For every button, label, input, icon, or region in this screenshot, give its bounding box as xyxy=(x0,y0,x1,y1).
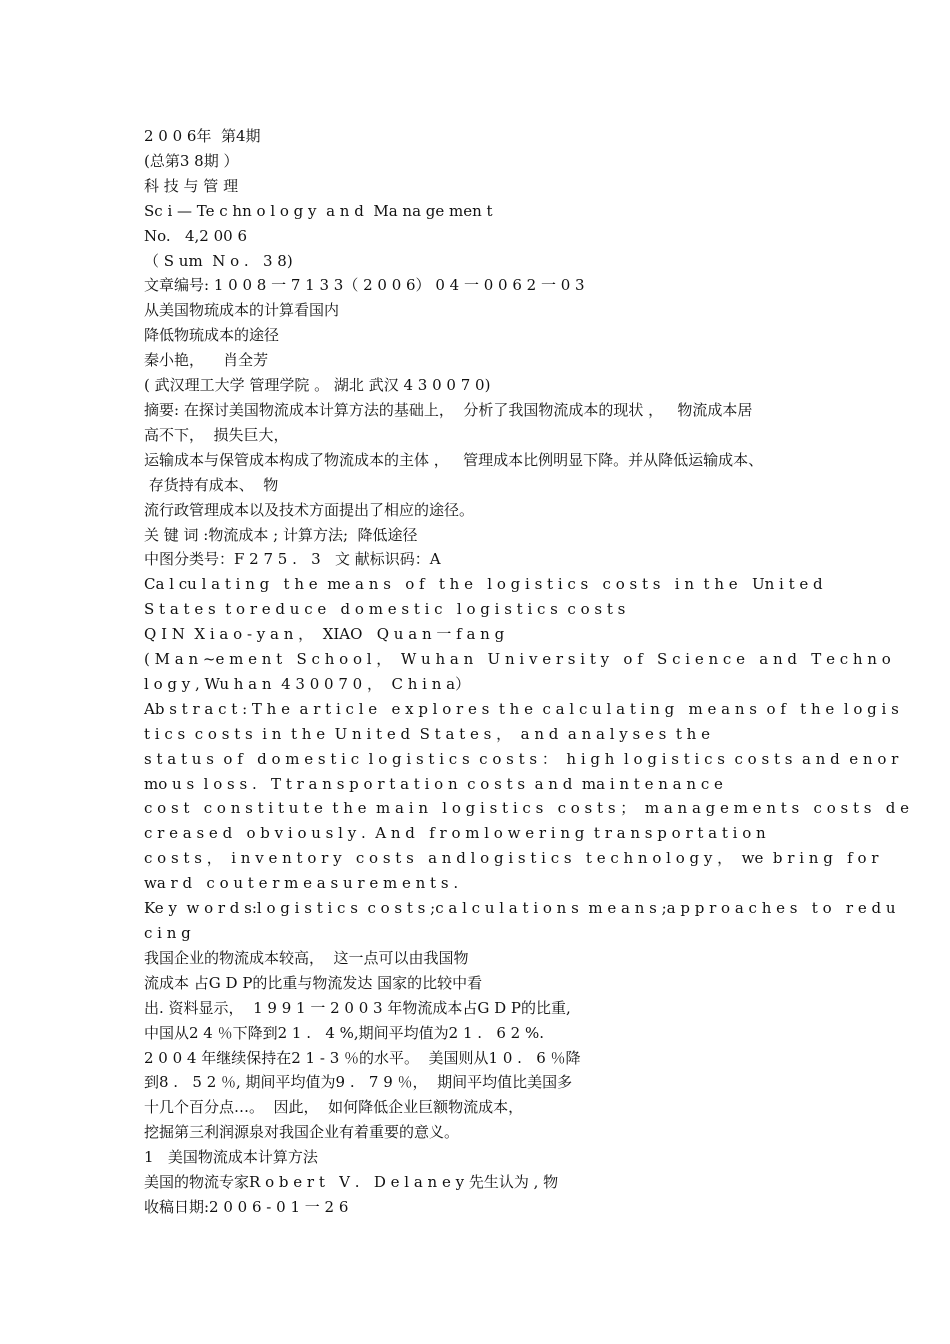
total-issue-cn: (总第3 8期 ） xyxy=(144,151,239,170)
body-text-line: 中国从2 4 ％下降到2 1 . 4 %,期间平均值为2 1 . 6 2 %. xyxy=(144,1023,544,1042)
received-date: 收稿日期:2 0 0 6 - 0 1 一 2 6 xyxy=(144,1197,349,1216)
abstract-en-line: wa r d c o u t e r m e a s u r e m e n t s . xyxy=(144,874,459,893)
abstract-en-line: t i c s c o s t s i n t h e U n i t e d S t a t e s ， a n d a n a l y s e s t h e xyxy=(144,724,710,743)
abstract-en-line: c o s t c o n s t i t u t e t h e m a i n l o g i s t i c s c o s t s ； m a n a g e m e n t s c o s t s d e xyxy=(144,799,910,818)
classification-code: 中图分类号：F 2 7 5 . 3 文 献标识码：A xyxy=(144,550,441,569)
section-text: 美国的物流专家R o b e r t V . D e l a n e y 先生认为 , 物 xyxy=(144,1173,559,1192)
issue-cn: 2 0 0 6年 第4期 xyxy=(144,127,261,145)
article-number: 文章编号: 1 0 0 8 一 7 1 3 3（ 2 0 0 6） 0 4 一 0 0 6 2 一 0 3 xyxy=(144,276,585,295)
keywords-en-line: c i n g xyxy=(144,924,191,942)
abstract-cn-line: 运输成本与保管成本构成了物流成本的主体 ， 管理成本比例明显下降。并从降低运输成本、 xyxy=(144,450,764,469)
title-cn-line-1: 从美国物琉成本的计算看国内 xyxy=(144,301,340,320)
issue-en: No. 4,2 00 6 xyxy=(144,226,247,245)
abstract-en-line: mo u s l o s s . T t r a n s p o r t a t i o n c o s t s a n d ma i n t e n a n c e xyxy=(144,774,723,793)
body-text-line: 我国企业的物流成本较高， 这一点可以由我国物 xyxy=(144,948,469,967)
authors-en: Q I N X i a o - y a n ， XIAO Q u a n 一 f a n g xyxy=(144,625,505,644)
abstract-cn-line: 摘要: 在探讨美国物流成本计算方法的基础上， 分析了我国物流成本的现状 ， 物流成本居 xyxy=(144,400,753,419)
abstract-cn-line: 高不下， 损失巨大， xyxy=(144,425,289,444)
affiliation-en-line: l o g y , Wu h a n 4 3 0 0 7 0 ， C h i n a） xyxy=(144,674,471,693)
total-issue-en: （ S um N o . 3 8) xyxy=(144,251,293,270)
title-en-line: S t a t e s t o r e d u c e d o m e s t i c l o g i s t i c s c o s t s xyxy=(144,600,626,619)
title-cn-line-2: 降低物琉成本的途径 xyxy=(144,326,280,345)
abstract-cn-line: 流行政管理成本以及技术方面提出了相应的途径。 xyxy=(144,500,475,519)
body-text-line: 流成本 占G D P的比重与物流发达 国家的比较中看 xyxy=(144,973,483,992)
body-text-line: 出. 资料显示， 1 9 9 1 一 2 0 0 3 年物流成本占G D P的比重, xyxy=(144,998,571,1017)
keywords-en-line: Ke y w o r d s:l o g i s t i c s c o s t s ;c a l c u l a t i o n s m e a n s ;a p p r o a c h e s t o r e d u xyxy=(144,899,896,918)
abstract-en-line: c r e a s e d o b v i o u s l y . A n d f r o m l o w e r i n g t r a n s p o r t a t i o n xyxy=(144,824,766,843)
body-text-line: 2 0 0 4 年继续保持在2 1 - 3 ％的水平。 美国则从1 0 . 6 ％降 xyxy=(144,1048,581,1067)
body-text-line: 挖掘第三利润源泉对我国企业有着重要的意义。 xyxy=(144,1123,460,1142)
abstract-en-line: s t a t u s o f d o m e s t i c l o g i s t i c s c o s t s ： h i g h l o g i s t i c s c o s t s a n d e n o r xyxy=(144,749,899,768)
document-page xyxy=(144,124,910,1220)
authors-cn: 秦小艳， 肖全芳 xyxy=(144,351,269,370)
body-text-line: 十几个百分点…。 因此， 如何降低企业巨额物流成本， xyxy=(144,1098,524,1117)
section-heading: 1 美国物流成本计算方法 xyxy=(144,1148,318,1167)
journal-name-en: Sc i — Te c hn o l o g y a n d Ma na ge men t xyxy=(144,201,493,220)
journal-name-cn: 科 技 与 管 理 xyxy=(144,176,239,195)
affiliation-en-line: ( M a n ~e m e n t S c h o o l ， W u h a n U n i v e r s i t y o f S c i e n c e a n d T e c h n o xyxy=(144,650,891,669)
abstract-en-line: Ab s t r a c t : T h e a r t i c l e e x p l o r e s t h e c a l c u l a t i n g m e a n s o f t h e l o g i s xyxy=(144,699,899,718)
affiliation-cn: ( 武汉理工大学 管理学院 。 湖北 武汉 4 3 0 0 7 0) xyxy=(144,376,491,395)
title-en-line: Ca l cu l a t i n g t h e me a n s o f t h e l o g i s t i c s c o s t s i n t h e Un i t e d xyxy=(144,575,823,594)
abstract-cn-line: 存货持有成本、 物 xyxy=(144,475,279,494)
keywords-cn: 关 键 词 :物流成本 ; 计算方法; 降低途径 xyxy=(144,525,418,544)
abstract-en-line: c o s t s ， i n v e n t o r y c o s t s a n d l o g i s t i c s t e c h n o l o g y ， we b r i n g f o r xyxy=(144,849,879,868)
body-text-line: 到8 . 5 2 ％, 期间平均值为9 . 7 9 ％， 期间平均值比美国多 xyxy=(144,1073,573,1092)
